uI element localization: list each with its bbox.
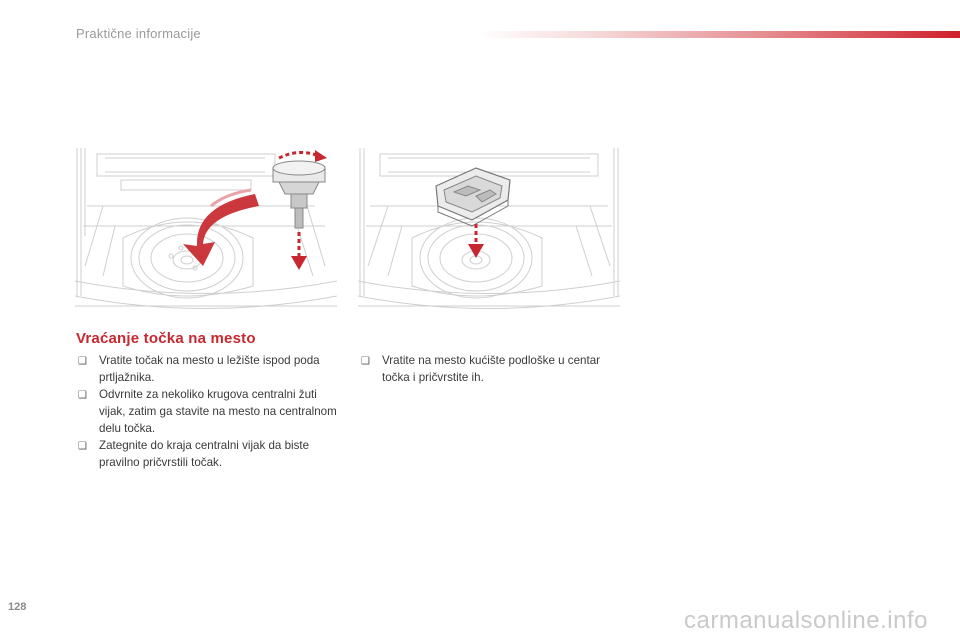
page-section-title: Praktične informacije	[76, 26, 201, 41]
checkbox-bullet-icon: ❑	[78, 390, 87, 401]
header-accent-bar	[478, 31, 960, 38]
instruction-text: Vratite točak na mesto u ležište ispod poda prtljažnika.	[99, 354, 320, 384]
list-item	[359, 352, 629, 386]
list-item	[76, 386, 346, 437]
instruction-text: Vratite na mesto kućište podloške u centar točka i pričvrstite ih.	[382, 354, 601, 384]
illustration-wheel-placement	[75, 146, 337, 318]
list-item	[76, 352, 346, 386]
instruction-text: Odvrnite za nekoliko krugova centralni žuti vijak, zatim ga stavite na mesto na centralnom delu točka.	[99, 388, 337, 435]
instruction-list-left	[76, 352, 346, 471]
illustration-housing-placement	[358, 146, 620, 318]
checkbox-bullet-icon: ❑	[78, 441, 87, 452]
section-heading: Vraćanje točka na mesto	[76, 330, 256, 347]
list-item	[76, 437, 346, 471]
checkbox-bullet-icon: ❑	[78, 356, 87, 367]
watermark: carmanualsonline.info	[684, 607, 928, 634]
checkbox-bullet-icon: ❑	[361, 356, 370, 367]
page-number: 128	[8, 601, 27, 613]
instruction-list-right	[359, 352, 629, 386]
instruction-text: Zategnite do kraja centralni vijak da biste pravilno pričvrstili točak.	[99, 439, 310, 469]
